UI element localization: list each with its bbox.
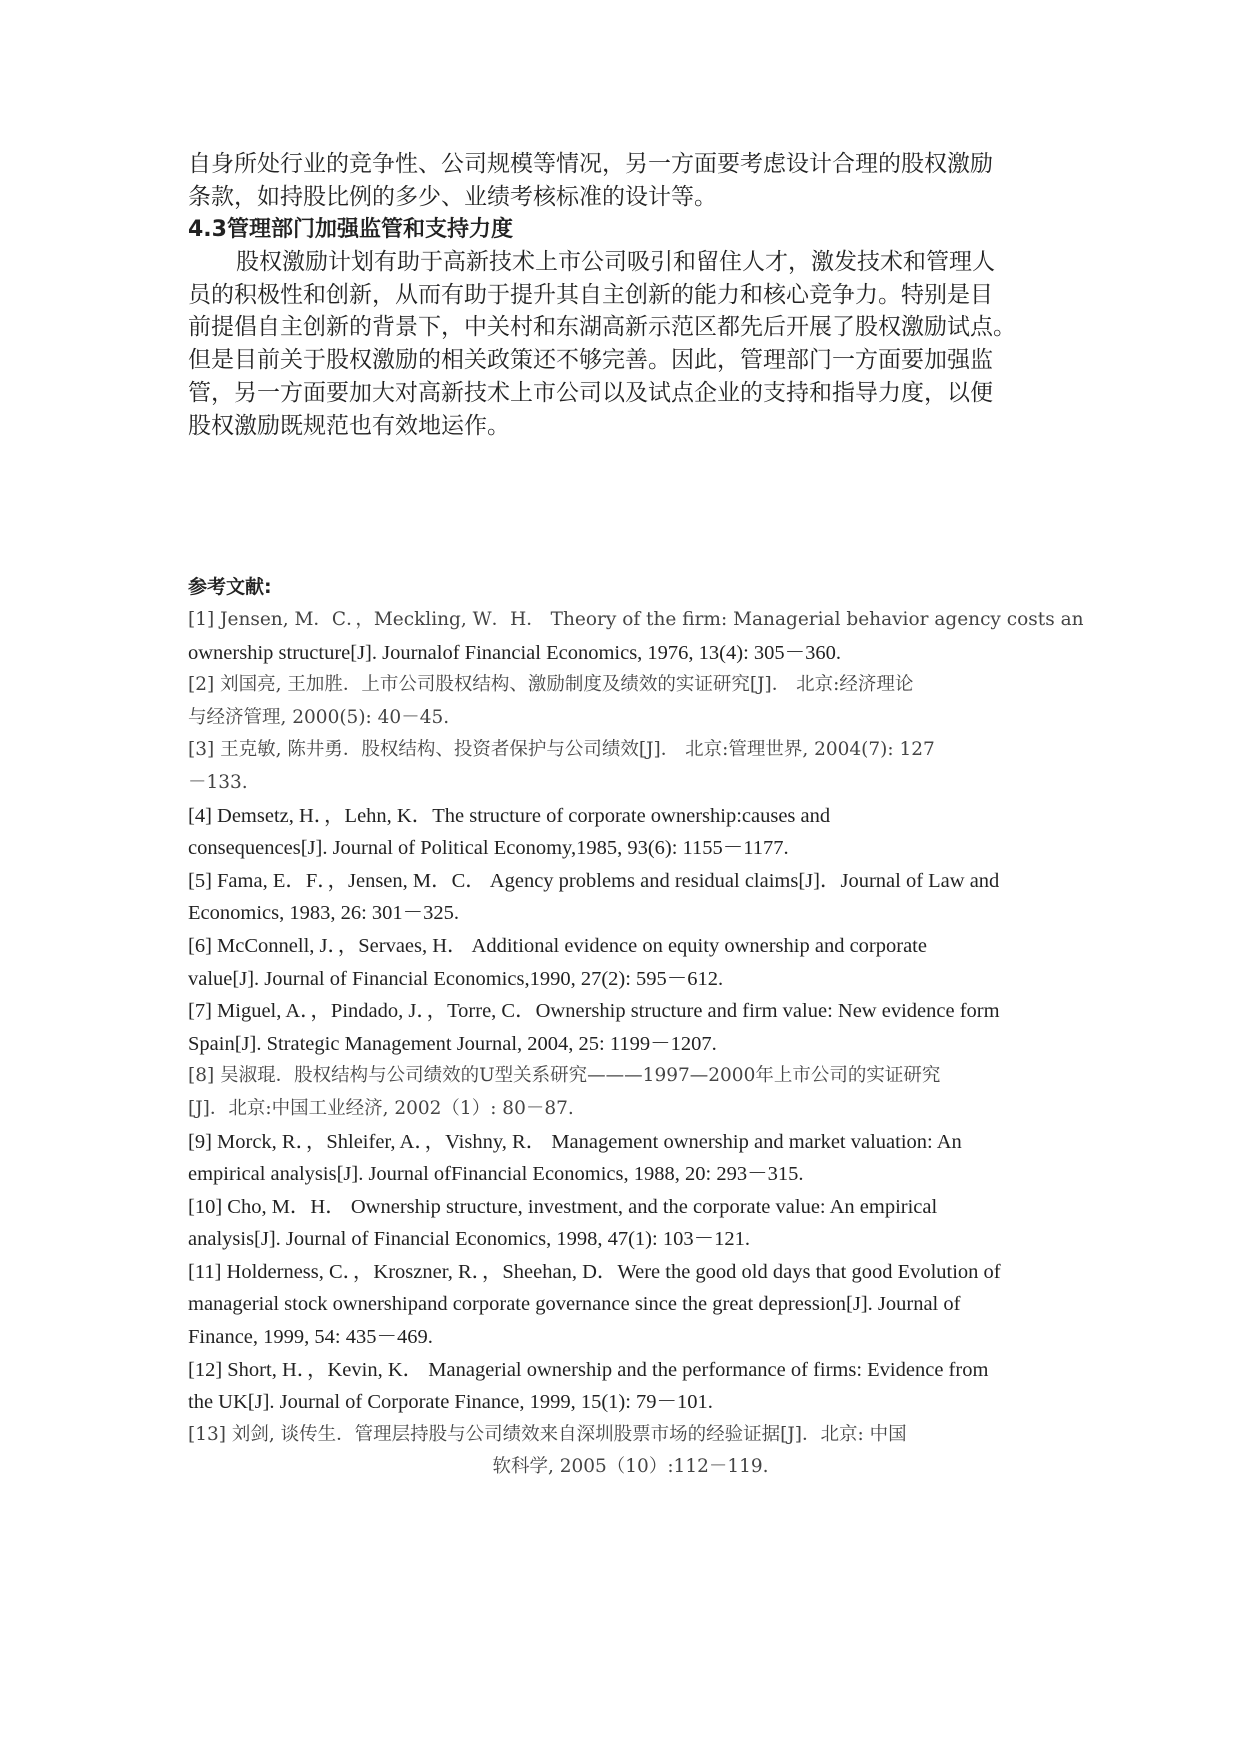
reference-line: 软科学, 2005（10）:112－119. bbox=[492, 1456, 769, 1478]
section-4-3 bbox=[188, 214, 1058, 442]
reference-line: empirical analysis[J]. Journal ofFinancial Economics, 1988, 20: 293－315. bbox=[188, 1163, 804, 1186]
paragraph-line: 管，另一方面要加大对高新技术上市公司以及试点企业的支持和指导力度，以便 bbox=[188, 379, 993, 406]
reference-line: [6] McConnell, J．，Servaes, H． Additional evidence on equity ownership and corporate bbox=[188, 934, 927, 957]
reference-line: ownership structure[J]. Journalof Financial Economics, 1976, 13(4): 305－360. bbox=[188, 641, 842, 664]
reference-line: [J]．北京:中国工业经济, 2002（1）: 80－87. bbox=[188, 1097, 574, 1119]
paragraph-line: 条款，如持股比例的多少、业绩考核标准的设计等。 bbox=[188, 183, 717, 210]
reference-line: [13] 刘剑, 谈传生．管理层持股与公司绩效来自深圳股票市场的经验证据[J]．北京: 中国 bbox=[188, 1423, 907, 1445]
paragraph-line: 股权激励既规范也有效地运作。 bbox=[188, 412, 510, 439]
reference-line: [4] Demsetz, H．，Lehn, K．The structure of corporate ownership:causes and bbox=[188, 804, 831, 827]
paragraph-line: 自身所处行业的竞争性、公司规模等情况，另一方面要考虑设计合理的股权激励 bbox=[188, 151, 993, 177]
reference-line: analysis[J]. Journal of Financial Economics, 1998, 47(1): 103－121. bbox=[188, 1228, 750, 1251]
reference-line: [3] 王克敏, 陈井勇．股权结构、投资者保护与公司绩效[J]． 北京:管理世界, 2004(7): 127 bbox=[188, 739, 935, 761]
reference-line: managerial stock ownershipand corporate governance since the great depression[J]. Journal of bbox=[188, 1293, 961, 1316]
reference-line: Finance, 1999, 54: 435－469. bbox=[188, 1326, 433, 1349]
reference-line: Economics, 1983, 26: 301－325. bbox=[188, 902, 460, 925]
references-list bbox=[188, 604, 1084, 1484]
reference-line: [1] Jensen, M．C．，Meckling, W．H． Theory of the firm: Managerial behavior agency costs an bbox=[188, 609, 1084, 630]
reference-line: －133. bbox=[188, 771, 248, 793]
reference-line: [10] Cho, M．H． Ownership structure, investment, and the corporate value: An empirical bbox=[188, 1195, 938, 1218]
reference-line: [5] Fama, E．F．，Jensen, M．C． Agency problems and residual claims[J]．Journal of Law and bbox=[188, 869, 1000, 892]
paragraph-line: 员的积极性和创新，从而有助于提升其自主创新的能力和核心竞争力。特别是目 bbox=[188, 281, 993, 308]
reference-line: [2] 刘国亮, 王加胜．上市公司股权结构、激励制度及绩效的实证研究[J]． 北京:经济理论 bbox=[188, 674, 914, 696]
paragraph-line: 前提倡自主创新的背景下，中关村和东湖高新示范区都先后开展了股权激励试点。 bbox=[188, 314, 1016, 341]
reference-line: [7] Miguel, A．，Pindado, J．，Torre, C．Ownership structure and firm value: New evidence form bbox=[188, 1000, 1000, 1023]
reference-line: [12] Short, H．，Kevin, K． Managerial ownership and the performance of firms: Evidence from bbox=[188, 1358, 989, 1381]
reference-line: [11] Holderness, C．，Kroszner, R．，Sheehan, D．Were the good old days that good Evolution of bbox=[188, 1260, 1001, 1283]
reference-line: the UK[J]. Journal of Corporate Finance, 1999, 15(1): 79－101. bbox=[188, 1391, 713, 1414]
paragraph-line: 股权激励计划有助于高新技术上市公司吸引和留住人才，激发技术和管理人 bbox=[236, 249, 995, 275]
references-section bbox=[188, 570, 1084, 1484]
reference-line: 与经济管理, 2000(5): 40－45. bbox=[188, 706, 450, 728]
reference-line: [8] 吴淑琨．股权结构与公司绩效的U型关系研究———1997—2000年上市公司的实证研究 bbox=[188, 1065, 941, 1087]
reference-line: consequences[J]. Journal of Political Economy,1985, 93(6): 1155－1177. bbox=[188, 837, 789, 860]
references-title: 参考文献: bbox=[188, 576, 272, 598]
reference-line: value[J]. Journal of Financial Economics,1990, 27(2): 595－612. bbox=[188, 967, 724, 990]
body-text-top bbox=[188, 148, 1058, 213]
section-heading: 4.3管理部门加强监管和支持力度 bbox=[188, 217, 513, 242]
reference-line: Spain[J]. Strategic Management Journal, 2004, 25: 1199－1207. bbox=[188, 1032, 717, 1055]
paragraph-line: 但是目前关于股权激励的相关政策还不够完善。因此，管理部门一方面要加强监 bbox=[188, 347, 993, 374]
reference-line: [9] Morck, R．，Shleifer, A．，Vishny, R． Management ownership and market valuation: An bbox=[188, 1130, 962, 1153]
